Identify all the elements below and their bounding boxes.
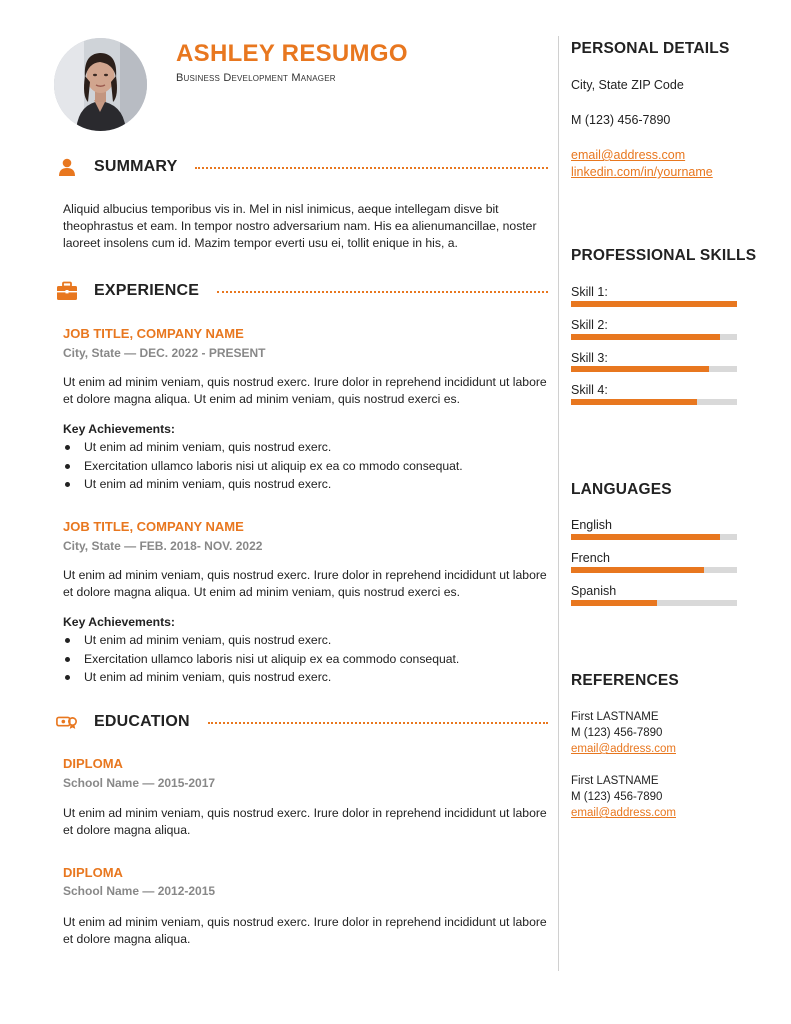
linkedin-link[interactable]: linkedin.com/in/yourname	[571, 165, 713, 179]
language-3-label: Spanish	[571, 584, 617, 598]
job-1-achievements-list	[63, 438, 548, 494]
education-1-meta: School Name — 2015-2017	[63, 776, 216, 790]
skill-2-bar-fill	[571, 334, 720, 340]
skill-3-label: Skill 3:	[571, 351, 608, 365]
section-dotted-rule	[208, 722, 548, 724]
reference-2-name: First LASTNAME	[571, 775, 659, 787]
summary-text: Aliquid albucius temporibus vis in. Mel in nisl inimicus, aeque intellegam disve bit theophrastus et eam. In tempor nostro adversarium nam. His ea alienumancillae, noster laoreet insolens cum id. Mazim tempor everti usu ei, tollit enique in his, a.	[63, 202, 537, 250]
skill-4-label: Skill 4:	[571, 383, 608, 397]
section-dotted-rule	[217, 291, 548, 293]
language-2-bar-fill	[571, 567, 704, 573]
summary-heading: SUMMARY	[94, 158, 178, 175]
job-2-title: JOB TITLE, COMPANY NAME	[63, 519, 244, 534]
job-2-description: Ut enim ad minim veniam, quis nostrud exerc. Irure dolor in reprehend incididunt ut labore et dolore magna aliqua. Ut enim ad minim veniam, quis nostrud exerci es.	[63, 568, 547, 599]
reference-2-email-link[interactable]: email@address.com	[571, 807, 676, 819]
skills-heading: PROFESSIONAL SKILLS	[571, 247, 757, 264]
list-item: Ut enim ad minim veniam, quis nostrud exerc.	[63, 631, 548, 650]
job-1-meta: City, State — DEC. 2022 - PRESENT	[63, 346, 266, 360]
language-3-bar-fill	[571, 600, 657, 606]
language-2-label: French	[571, 551, 610, 565]
profile-photo	[54, 38, 147, 131]
summary-section-header	[56, 156, 548, 178]
job-2-achievements-list	[63, 631, 548, 687]
experience-heading: EXPERIENCE	[94, 282, 200, 299]
briefcase-icon	[56, 280, 78, 302]
education-2-description: Ut enim ad minim veniam, quis nostrud exerc. Irure dolor in reprehend incididunt ut labore et dolore magna aliqua.	[63, 915, 547, 946]
job-1-description: Ut enim ad minim veniam, quis nostrud exerc. Irure dolor in reprehend incididunt ut labore et dolore magna aliqua. Ut enim ad minim veniam, quis nostrud exerci es.	[63, 375, 547, 406]
language-1-bar-fill	[571, 534, 720, 540]
education-heading: EDUCATION	[94, 713, 190, 730]
skill-2-label: Skill 2:	[571, 318, 608, 332]
personal-details-heading: PERSONAL DETAILS	[571, 40, 730, 57]
reference-1	[571, 709, 676, 757]
language-3-bar	[571, 600, 737, 606]
references-heading: REFERENCES	[571, 672, 679, 689]
job-2-meta: City, State — FEB. 2018- NOV. 2022	[63, 539, 263, 553]
education-1-description: Ut enim ad minim veniam, quis nostrud exerc. Irure dolor in reprehend incididunt ut labore et dolore magna aliqua.	[63, 806, 547, 837]
skill-1-label: Skill 1:	[571, 285, 608, 299]
list-item: Ut enim ad minim veniam, quis nostrud exerc.	[63, 668, 548, 687]
skill-2-bar	[571, 334, 737, 340]
skill-4-bar	[571, 399, 737, 405]
education-section-header	[56, 711, 548, 733]
skill-3-bar	[571, 366, 737, 372]
reference-1-name: First LASTNAME	[571, 711, 659, 723]
graduation-icon	[56, 711, 78, 733]
job-headline: Business Development Manager	[176, 72, 336, 84]
reference-1-phone: M (123) 456-7890	[571, 727, 663, 739]
language-2-bar	[571, 567, 737, 573]
reference-2-phone: M (123) 456-7890	[571, 791, 663, 803]
education-1-degree: DIPLOMA	[63, 756, 123, 771]
job-2-achievements-label: Key Achievements:	[63, 615, 175, 629]
languages-heading: LANGUAGES	[571, 481, 672, 498]
reference-1-email-link[interactable]: email@address.com	[571, 743, 676, 755]
language-1-label: English	[571, 518, 612, 532]
skill-1-bar-fill	[571, 301, 737, 307]
education-2-degree: DIPLOMA	[63, 865, 123, 880]
address-text: City, State ZIP Code	[571, 78, 684, 92]
email-link[interactable]: email@address.com	[571, 148, 686, 162]
job-1-achievements-label: Key Achievements:	[63, 422, 175, 436]
column-divider	[558, 36, 559, 971]
experience-section-header	[56, 280, 548, 302]
reference-2	[571, 773, 676, 821]
list-item: Exercitation ullamco laboris nisi ut aliquip ex ea co mmodo consequat.	[63, 457, 548, 476]
skill-4-bar-fill	[571, 399, 697, 405]
section-dotted-rule	[195, 167, 548, 169]
skill-3-bar-fill	[571, 366, 709, 372]
skill-1-bar	[571, 301, 737, 307]
phone-text: M (123) 456-7890	[571, 113, 671, 127]
education-2-meta: School Name — 2012-2015	[63, 884, 216, 898]
person-icon	[56, 156, 78, 178]
list-item: Ut enim ad minim veniam, quis nostrud exerc.	[63, 438, 548, 457]
job-1-title: JOB TITLE, COMPANY NAME	[63, 326, 244, 341]
list-item: Ut enim ad minim veniam, quis nostrud exerc.	[63, 475, 548, 494]
language-1-bar	[571, 534, 737, 540]
list-item: Exercitation ullamco laboris nisi ut aliquip ex ea commodo consequat.	[63, 650, 548, 669]
candidate-name: ASHLEY RESUMGO	[176, 40, 408, 67]
